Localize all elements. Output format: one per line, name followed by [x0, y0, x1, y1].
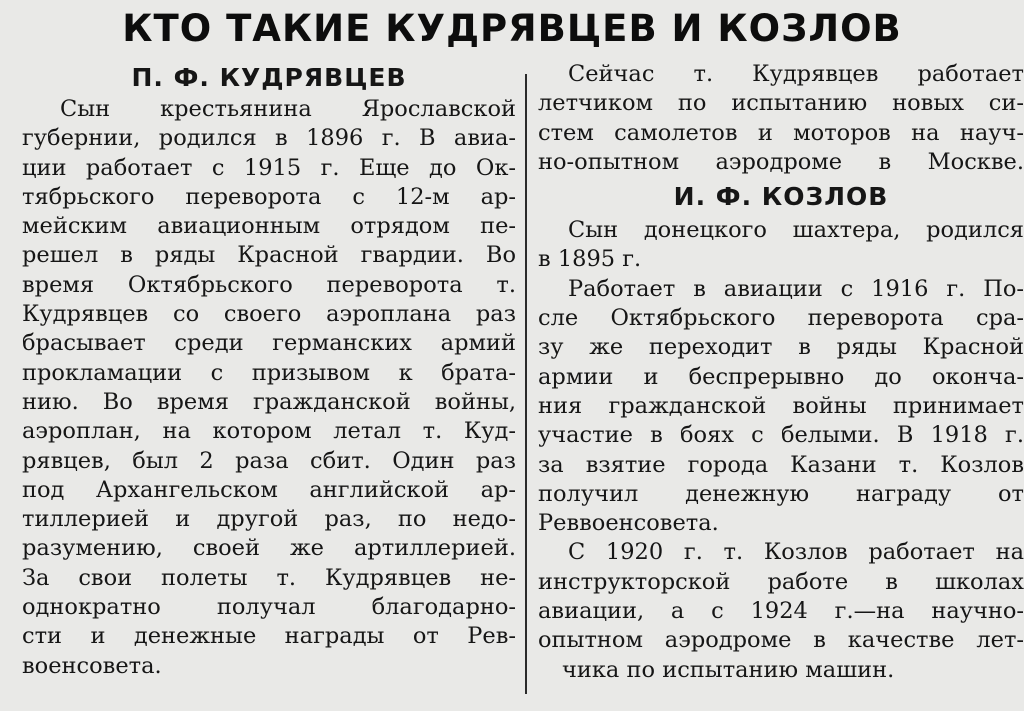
text-line: но-опытном аэродроме в Москве. — [538, 148, 1024, 175]
text-line: за взятие города Казани т. Козлов — [538, 451, 1024, 478]
subhead-kozlov: И. Ф. КОЗЛОВ — [673, 182, 889, 212]
text-line: разумению, своей же артиллерией. — [22, 535, 516, 562]
column-divider — [525, 74, 527, 694]
text-line: Сын донецкого шахтера, родился — [568, 217, 1024, 244]
text-line: Реввоенсовета. — [538, 510, 719, 537]
article-body-kudryavtsev — [22, 95, 516, 681]
text-line: стем самолетов и моторов на науч- — [538, 119, 1024, 146]
text-line: За свои полеты т. Кудрявцев не- — [22, 564, 516, 591]
text-line: ции работает с 1915 г. Еще до Ок- — [22, 154, 516, 181]
text-line: летчиком по испытанию новых си- — [538, 90, 1024, 117]
text-line: получил денежную награду от — [538, 480, 1024, 507]
text-line: под Архангельском английской ар- — [22, 476, 516, 503]
text-line: Сейчас т. Кудрявцев работает — [568, 61, 1024, 87]
headline: КТО ТАКИЕ КУДРЯВЦЕВ И КОЗЛОВ — [122, 7, 902, 50]
text-line: прокламации с призывом к брата- — [22, 359, 516, 386]
text-line: инструкторской работе в школах — [538, 568, 1024, 595]
text-line: время Октябрьского переворота т. — [22, 271, 516, 298]
text-line: нию. Во время гражданской войны, — [22, 388, 516, 415]
text-line: зу же переходит в ряды Красной — [538, 334, 1024, 361]
text-line: Кудрявцев со своего аэроплана раз — [22, 301, 516, 328]
text-line: рявцев, был 2 раза сбит. Один раз — [22, 447, 516, 474]
article-body-kozlov — [538, 216, 1024, 685]
text-line: в 1895 г. — [538, 246, 642, 273]
text-line: тиллерией и другой раз, по недо- — [22, 506, 516, 533]
text-line: ния гражданской войны принимает — [538, 392, 1024, 419]
article-body-kudryavtsev-continued — [538, 60, 1024, 177]
text-line: авиации, а с 1924 г.—на научно- — [538, 598, 1024, 625]
text-line: тябрьского переворота с 12-м ар- — [22, 183, 516, 210]
text-line: мейским авиационным отрядом пе- — [22, 213, 516, 240]
text-line: губернии, родился в 1896 г. В авиа- — [22, 125, 516, 152]
text-line: Сын крестьянина Ярославской — [60, 96, 516, 122]
column-kudryavtsev — [22, 60, 516, 681]
subhead-kudryavtsev: П. Ф. КУДРЯВЦЕВ — [131, 63, 407, 92]
text-line: брасывает среди германских армий — [22, 330, 516, 357]
text-line: участие в боях с белыми. В 1918 г. — [538, 422, 1024, 449]
text-line: аэроплан, на котором летал т. Куд- — [22, 418, 516, 445]
text-line: армии и беспрерывно до оконча- — [538, 363, 1024, 390]
text-line: чика по испытанию машин. — [562, 656, 895, 683]
text-line: сти и денежные награды от Рев- — [22, 623, 516, 650]
text-line: решел в ряды Красной гвардии. Во — [22, 242, 516, 269]
text-line: С 1920 г. т. Козлов работает на — [568, 539, 1024, 566]
column-kozlov — [538, 60, 1024, 685]
text-line: сле Октябрьского переворота сра- — [538, 305, 1024, 332]
text-line: опытном аэродроме в качестве лет- — [538, 627, 1024, 654]
text-line: военсовета. — [22, 652, 162, 679]
text-line: Работает в авиации с 1916 г. По- — [568, 275, 1024, 302]
text-line: однократно получал благодарно- — [22, 594, 516, 621]
